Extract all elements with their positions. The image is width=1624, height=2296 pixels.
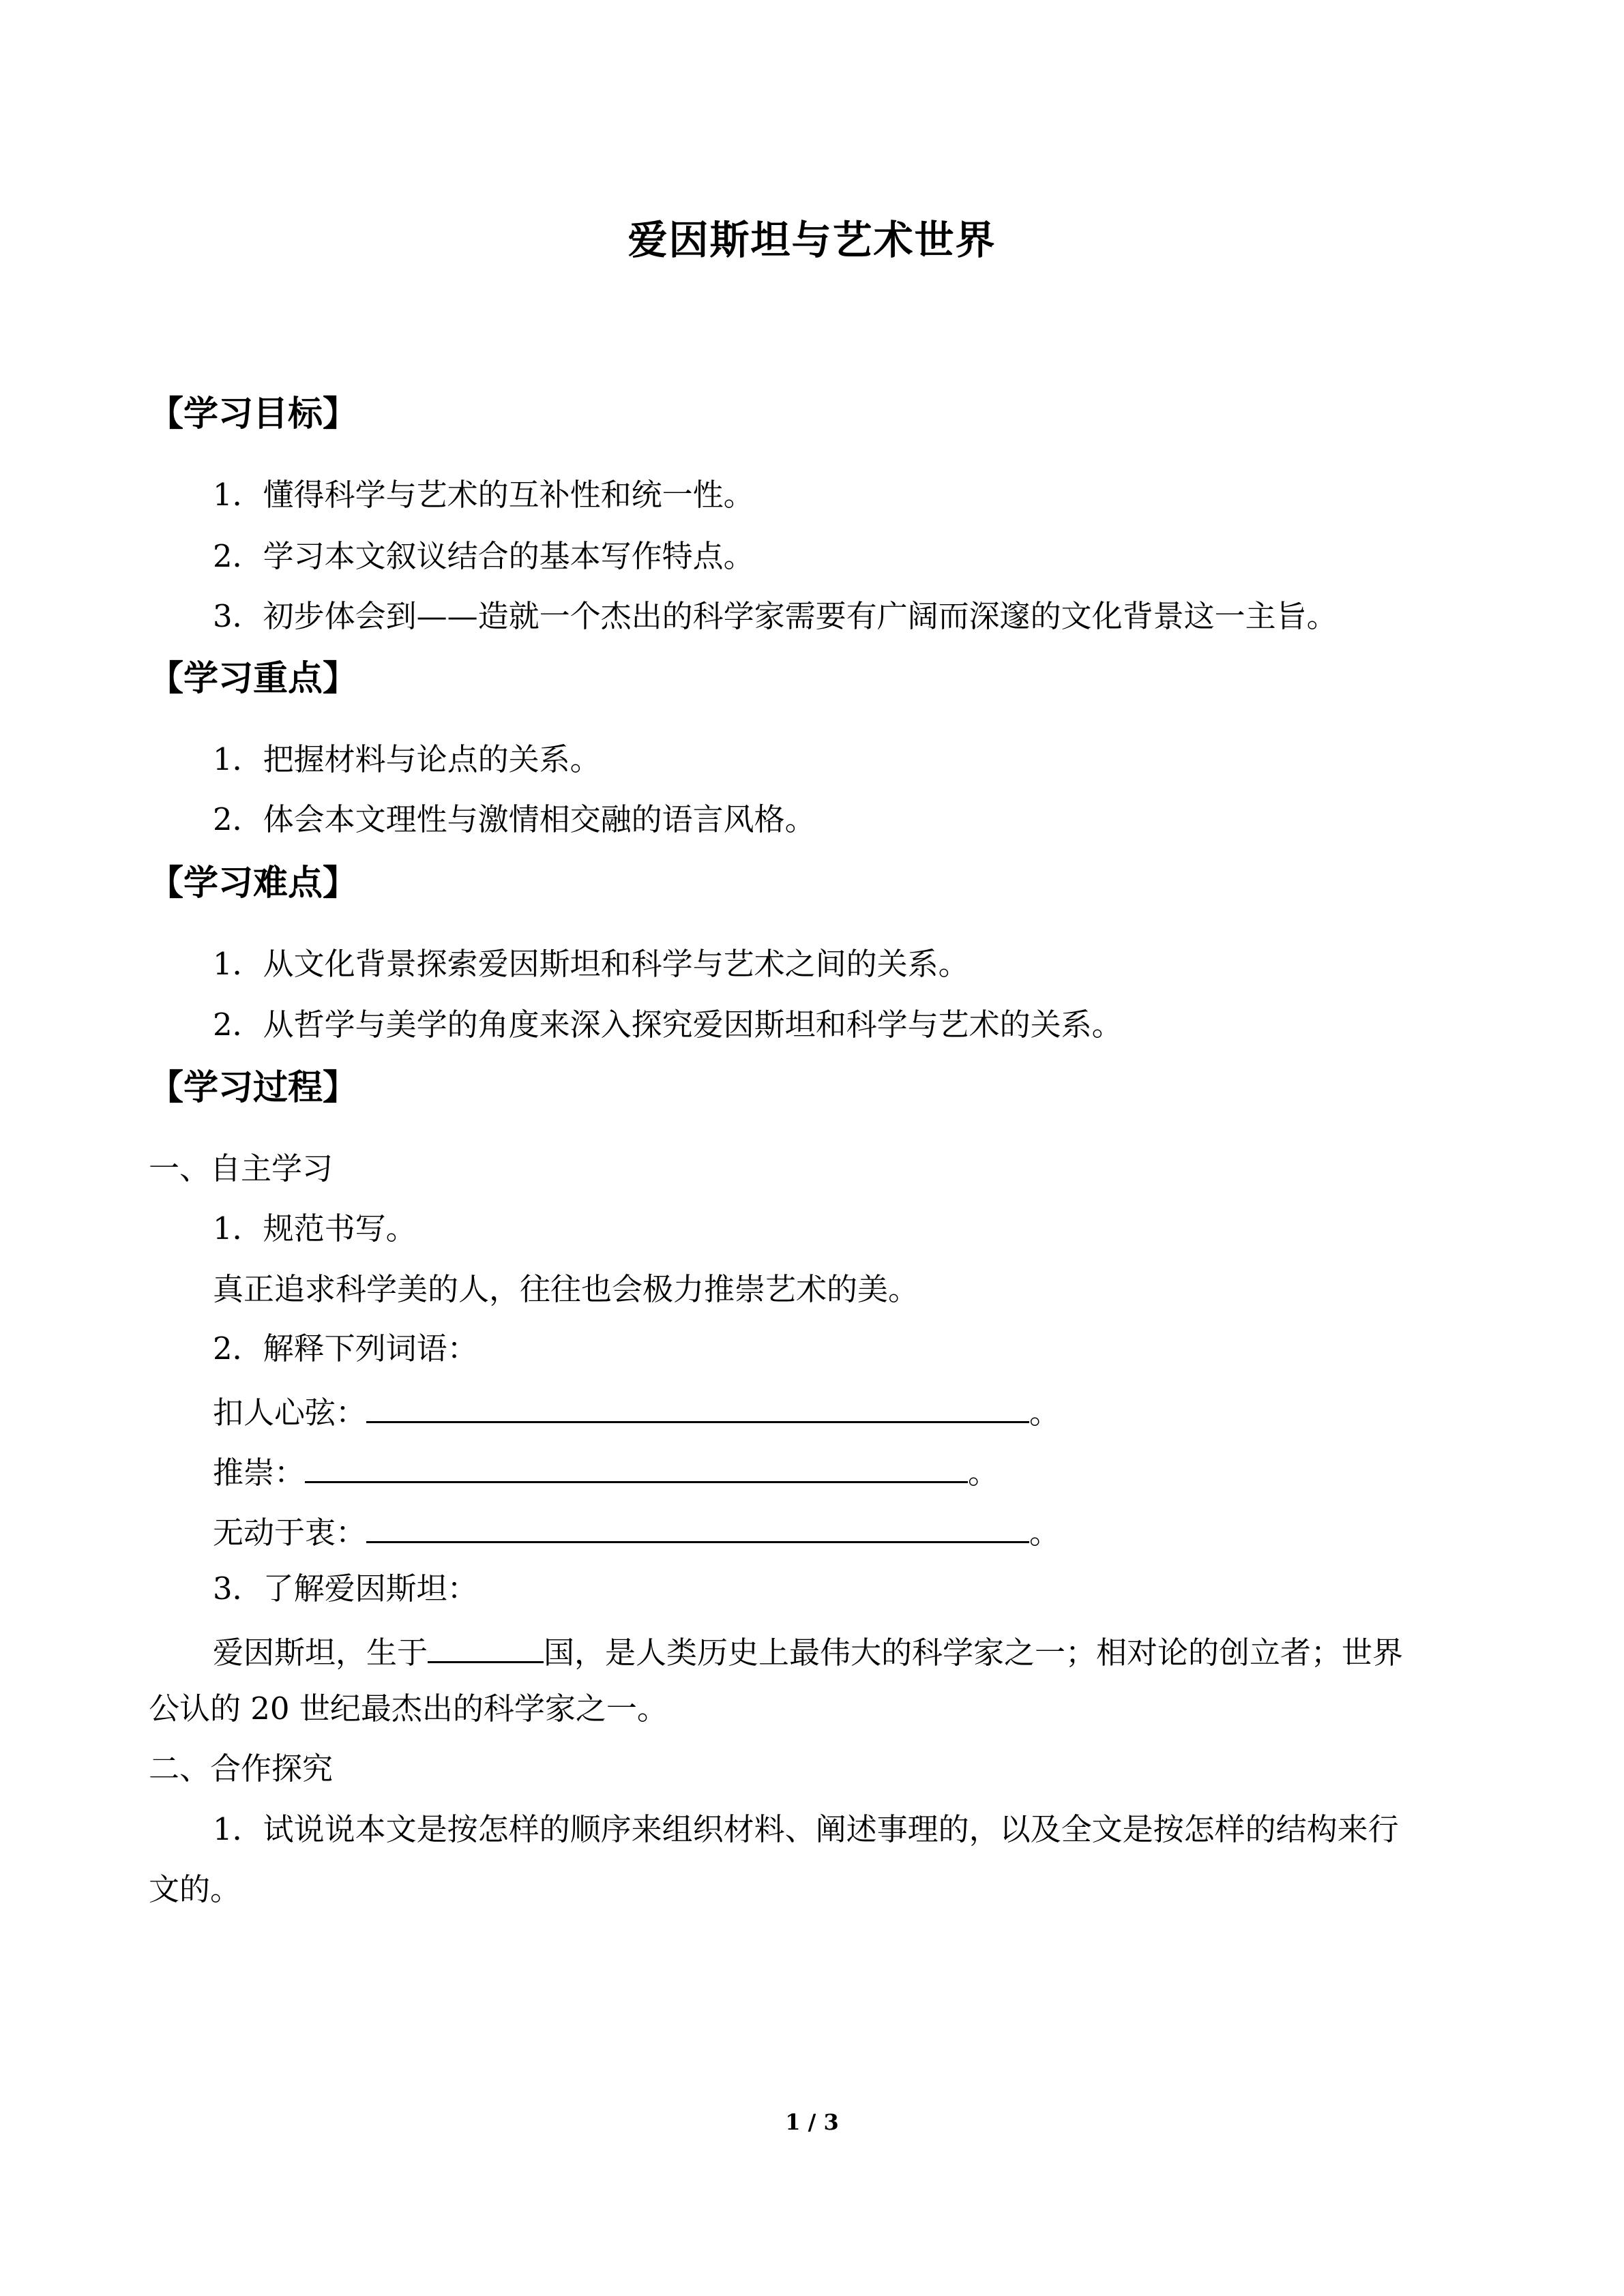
- term-end: 。: [1029, 1515, 1061, 1551]
- difficulty-item: 2．从哲学与美学的角度来深入探究爱因斯坦和科学与艺术的关系。: [213, 1007, 1123, 1043]
- answer-blank[interactable]: [305, 1448, 968, 1483]
- q1-text: 真正追求科学美的人，往往也会极力推崇艺术的美。: [213, 1271, 919, 1307]
- part1-label: 一、自主学习: [149, 1150, 334, 1187]
- term-row: [0, 1448, 1624, 1493]
- q2-label: 2．解释下列词语：: [213, 1330, 478, 1367]
- q3-line1: [0, 1628, 1624, 1673]
- section-heading-focus: 【学习重点】: [149, 658, 358, 699]
- focus-item: 2．体会本文理性与激情相交融的语言风格。: [213, 801, 816, 837]
- q3-line2: 公认的 20 世纪最杰出的科学家之一。: [149, 1690, 668, 1727]
- goal-item: 2．学习本文叙议结合的基本写作特点。: [213, 538, 754, 574]
- q1-label: 1．规范书写。: [213, 1210, 417, 1247]
- term-row: [0, 1388, 1624, 1433]
- page-title: 爱因斯坦与艺术世界: [628, 217, 996, 263]
- country-blank[interactable]: [428, 1628, 544, 1663]
- term-end: 。: [1029, 1395, 1061, 1431]
- answer-blank[interactable]: [366, 1388, 1029, 1423]
- part2-label: 二、合作探究: [149, 1750, 334, 1787]
- part2-q1-line2: 文的。: [149, 1871, 241, 1907]
- section-heading-difficulty: 【学习难点】: [149, 863, 358, 904]
- answer-blank[interactable]: [366, 1508, 1029, 1543]
- goal-item: 3．初步体会到——造就一个杰出的科学家需要有广阔而深邃的文化背景这一主旨。: [213, 598, 1338, 634]
- difficulty-item: 1．从文化背景探索爱因斯坦和科学与艺术之间的关系。: [213, 946, 969, 982]
- term-row: [0, 1508, 1624, 1553]
- part2-q1-line1: 1．试说说本文是按怎样的顺序来组织材料、阐述事理的，以及全文是按怎样的结构来行: [213, 1811, 1399, 1847]
- term-label: 推崇：: [213, 1455, 306, 1491]
- q3-line1-start: 爱因斯坦，生于: [213, 1635, 428, 1671]
- section-heading-goals: 【学习目标】: [149, 393, 358, 434]
- term-label: 扣人心弦：: [213, 1395, 367, 1431]
- page-number: 1 / 3: [785, 2109, 839, 2135]
- q3-label: 3．了解爱因斯坦：: [213, 1570, 478, 1607]
- q3-line1-end: 国，是人类历史上最伟大的科学家之一；相对论的创立者；世界: [544, 1635, 1404, 1671]
- term-end: 。: [968, 1455, 999, 1491]
- term-label: 无动于衷：: [213, 1515, 367, 1551]
- focus-item: 1．把握材料与论点的关系。: [213, 741, 601, 777]
- goal-item: 1．懂得科学与艺术的互补性和统一性。: [213, 477, 754, 513]
- section-heading-process: 【学习过程】: [149, 1067, 358, 1108]
